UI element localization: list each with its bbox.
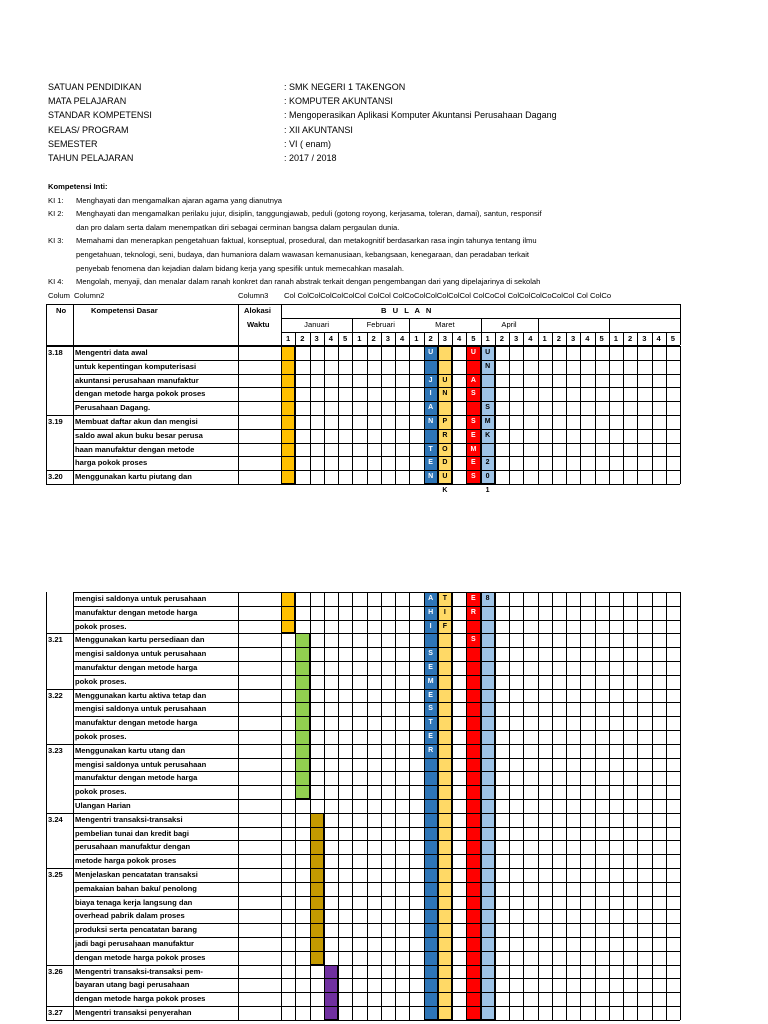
grid-line [238, 304, 239, 345]
grid-line [452, 592, 453, 1020]
grid-line [538, 592, 539, 1020]
grid-line [73, 702, 680, 703]
bottom-row-text: Mengentri transaksi penyerahan [75, 1008, 192, 1017]
grid-line [73, 592, 74, 1020]
grid-line [452, 346, 453, 484]
bottom-row-text: Mengentri transaksi-transaksi [75, 814, 183, 824]
header-month: Maret [435, 320, 455, 329]
schedule-letter: K [485, 431, 491, 439]
grid-line [509, 592, 510, 1020]
bottom-row-text: perusahaan manufaktur dengan [75, 842, 191, 852]
col-header-rest: Col ColColColColColCol ColCol ColCoColColColColCol ColCoCol ColColColCoColCol Col ColCo [284, 291, 612, 300]
grid-line [73, 415, 680, 416]
meta-value: : XII AKUNTANSI [284, 124, 353, 135]
grid-line [73, 771, 680, 772]
grid-line [73, 992, 680, 993]
top-row-no: 3.19 [48, 417, 63, 426]
header-week: 5 [670, 334, 675, 343]
schedule-letter: S [471, 390, 476, 398]
grid-line [595, 592, 596, 1020]
bottom-row-text: pokok proses. [75, 621, 127, 631]
schedule-letter: S [485, 404, 490, 412]
grid-line [637, 592, 638, 1020]
schedule-letter: J [428, 376, 433, 384]
grid-line [609, 346, 610, 484]
grid-line [652, 346, 653, 484]
grid-line [46, 484, 73, 485]
header-week: 4 [656, 334, 661, 343]
ki-text: Memahami dan menerapkan pengetahuan faktual, konseptual, prosedural, dan metakognitif berdasarkan rasa ingin tahunya tentang ilmu [76, 236, 537, 246]
schedule-letter: S [471, 473, 476, 481]
schedule-letter: I [429, 390, 432, 398]
meta-value: : SMK NEGERI 1 TAKENGON [284, 82, 406, 92]
grid-line [73, 868, 680, 869]
bottom-row-text: manufaktur dengan metode harga [75, 773, 198, 783]
ki-text: dan pro dalam serta dalam menempatkan diri sebagai cerminan bangsa dalam pergaulan dunia. [76, 222, 400, 232]
top-row-text: Mengentri data awal [75, 348, 148, 357]
grid-line [623, 346, 624, 484]
grid-line [438, 592, 439, 1020]
top-row-text: haan manufaktur dengan metode [75, 444, 195, 454]
bottom-row-text: biaya tenaga kerja langsung dan [75, 897, 193, 907]
header-waktu: Waktu [247, 320, 270, 329]
schedule-letter: I [443, 608, 446, 616]
grid-line [409, 592, 410, 1020]
grid-line [281, 592, 282, 1020]
schedule-letter: E [428, 664, 433, 671]
ki-label: KI 1: [48, 195, 64, 205]
grid-line [381, 592, 382, 1020]
header-week: 1 [357, 334, 362, 343]
bottom-row-no: 3.26 [48, 966, 63, 976]
ki-text: penyebab fenomena dan kejadian dalam bidang kerja yang spesifik untuk memecahkan masalah. [76, 263, 405, 273]
grid-line [73, 813, 680, 814]
header-month: Februari [366, 320, 395, 329]
header-alokasi: Alokasi [244, 306, 272, 315]
bottom-row-text: mengisi saldonya untuk perusahaan [75, 704, 207, 714]
grid-line [46, 304, 47, 345]
bottom-row-text: mengisi saldonya untuk perusahaan [75, 759, 207, 769]
schedule-bar [310, 813, 324, 965]
bottom-row-text: dengan metode harga pokok proses [75, 994, 206, 1004]
grid-line [666, 346, 667, 484]
bottom-row-text: pokok proses. [75, 787, 127, 797]
grid-line [324, 592, 325, 1020]
grid-line [523, 592, 524, 1020]
grid-line [73, 909, 680, 910]
ki-text: Mengolah, menyaji, dan menalar dalam ranah konkret dan ranah abstrak terkait dengan pengembangan dari yang dipelajarinya di sekolah [76, 277, 541, 287]
grid-line [73, 1020, 680, 1021]
schedule-letter: T [471, 487, 476, 494]
bottom-row-text: manufaktur dengan metode harga [75, 718, 198, 728]
bottom-row-no: 3.23 [48, 745, 63, 755]
header-week: 2 [556, 334, 561, 343]
ki-text: Menghayati dan mengamalkan ajaran agama yang dianutnya [76, 195, 283, 205]
schedule-letter: N [442, 390, 448, 398]
header-week: 3 [642, 334, 647, 343]
meta-key: TAHUN PELAJARAN [48, 152, 134, 163]
header-week: 2 [428, 334, 433, 343]
col-header-3: Column3 [238, 291, 269, 300]
schedule-letter: N [428, 418, 434, 425]
grid-line [73, 882, 680, 883]
header-week: 3 [442, 334, 447, 343]
grid-line [495, 346, 496, 484]
header-week: 4 [528, 334, 533, 343]
grid-line [509, 346, 510, 484]
grid-line [46, 346, 73, 347]
grid-line [680, 318, 681, 345]
header-no: No [56, 306, 67, 315]
grid-line [73, 360, 680, 361]
grid-line [395, 346, 396, 484]
bottom-row-text: Menggunakan kartu aktiva tetap dan [75, 690, 207, 700]
header-kd: Kompetensi Dasar [91, 306, 158, 315]
grid-line [637, 346, 638, 484]
grid-line [73, 799, 680, 800]
schedule-bar [481, 592, 495, 1020]
schedule-letter: S [471, 418, 476, 425]
grid-line [623, 592, 624, 1020]
grid-line [238, 592, 239, 1020]
bottom-row-text: metode harga pokok proses [75, 856, 177, 866]
bottom-row-text: Menjelaskan pencatatan transaksi [75, 870, 198, 879]
grid-line [46, 744, 73, 745]
bottom-row-text: manufaktur dengan metode harga [75, 663, 198, 672]
grid-line [495, 592, 496, 1020]
schedule-letter: R [470, 608, 476, 616]
ki-label: KI 4: [48, 277, 64, 287]
header-week: 4 [457, 334, 462, 343]
grid-line [523, 346, 524, 484]
grid-line [73, 854, 680, 855]
grid-line [73, 592, 680, 593]
schedule-letter: T [428, 445, 433, 453]
bottom-row-no: 3.27 [48, 1008, 63, 1017]
schedule-letter: I [429, 622, 432, 630]
grid-line [680, 592, 681, 1020]
schedule-bar [281, 592, 295, 633]
bottom-row-text: pokok proses. [75, 732, 127, 741]
top-row-text: Perusahaan Dagang. [75, 403, 151, 413]
grid-line [73, 937, 680, 938]
meta-key: STANDAR KOMPETENSI [48, 110, 152, 121]
header-month: April [501, 320, 517, 329]
grid-line [666, 592, 667, 1020]
bottom-row-no: 3.21 [48, 635, 63, 645]
grid-line [552, 592, 553, 1020]
schedule-letter: S [471, 636, 476, 644]
grid-line [580, 592, 581, 1020]
header-week: 5 [343, 334, 348, 343]
header-bulan: B U L A N [381, 306, 434, 315]
schedule-letter: O [442, 445, 448, 453]
grid-line [73, 304, 74, 345]
schedule-letter: 2 [485, 459, 490, 467]
grid-line [680, 346, 681, 484]
grid-line [73, 896, 680, 897]
top-row-text: saldo awal akun buku besar perusa [75, 430, 203, 440]
top-row-text: harga pokok proses [75, 458, 148, 468]
schedule-letter: N [485, 362, 491, 370]
schedule-bar [466, 592, 480, 1020]
schedule-letter: E [471, 459, 476, 467]
grid-line [46, 1020, 73, 1021]
top-row-text: untuk kepentingan komputerisasi [75, 361, 197, 371]
grid-line [46, 470, 73, 471]
schedule-letter: U [442, 473, 448, 481]
header-week: 1 [414, 334, 419, 343]
grid-line [73, 785, 680, 786]
grid-line [73, 661, 680, 662]
header-week: 1 [485, 334, 490, 343]
grid-line [73, 1006, 680, 1007]
schedule-letter: U [485, 349, 491, 356]
top-row-text: Membuat daftar akun dan mengisi [75, 417, 198, 426]
grid-line [73, 840, 680, 841]
col-header-2: Column2 [74, 291, 105, 300]
bottom-row-text: Menggunakan kartu utang dan [75, 745, 186, 755]
grid-line [73, 675, 680, 676]
bottom-row-text: pokok proses. [75, 676, 127, 686]
grid-line [310, 592, 311, 1020]
ki-text: pengetahuan, teknologi, seni, budaya, dan humaniora dalam wawasan kemanusiaan, kebangsaan, kenegaraan, dan peradaban terkait [76, 249, 529, 259]
grid-line [73, 978, 680, 979]
bottom-row-text: produksi serta pencatatan barang [75, 925, 197, 935]
header-week: 4 [400, 334, 405, 343]
ki-title: Kompetensi Inti: [48, 182, 108, 191]
grid-line [73, 827, 680, 828]
grid-line [73, 456, 680, 457]
bottom-row-no: 3.25 [48, 870, 63, 879]
col-header-1: Colum [48, 291, 70, 300]
grid-line [580, 346, 581, 484]
grid-line [73, 758, 680, 759]
schedule-letter: R [428, 746, 434, 754]
ki-label: KI 2: [48, 209, 64, 219]
header-week: 4 [585, 334, 590, 343]
header-week: 3 [514, 334, 519, 343]
grid-line [395, 592, 396, 1020]
grid-line [73, 484, 680, 485]
schedule-bar [438, 592, 452, 1020]
schedule-letter: M [470, 445, 477, 453]
grid-line [310, 346, 311, 484]
grid-line [352, 592, 353, 1020]
grid-line [46, 346, 47, 484]
header-week: 5 [471, 334, 476, 343]
schedule-letter: 0 [485, 473, 490, 481]
grid-line [46, 689, 73, 690]
header-week: 4 [328, 334, 333, 343]
schedule-letter: D [442, 459, 448, 467]
grid-line [409, 346, 410, 484]
schedule-letter: S [428, 650, 433, 658]
bottom-row-text: mengisi saldonya untuk perusahaan [75, 594, 207, 603]
grid-line [46, 1006, 73, 1007]
grid-line [481, 592, 482, 1020]
bottom-row-text: overhead pabrik dalam proses [75, 911, 185, 921]
grid-line [46, 415, 73, 416]
schedule-letter: G [427, 487, 434, 494]
schedule-letter: 1 [485, 487, 490, 494]
header-week: 3 [571, 334, 576, 343]
grid-line [73, 401, 680, 402]
header-week: 3 [314, 334, 319, 343]
bottom-row-text: dengan metode harga pokok proses [75, 952, 206, 962]
grid-line [73, 689, 680, 690]
grid-line [73, 744, 680, 745]
schedule-letter: 8 [485, 595, 490, 602]
grid-line [73, 443, 680, 444]
grid-line [73, 951, 680, 952]
bottom-row-text: mengisi saldonya untuk perusahaan [75, 649, 207, 659]
grid-line [381, 346, 382, 484]
schedule-letter: R [442, 431, 448, 439]
grid-line [73, 965, 680, 966]
meta-value: : 2017 / 2018 [284, 152, 337, 163]
header-week: 1 [613, 334, 618, 343]
bottom-row-text: manufaktur dengan metode harga [75, 607, 198, 617]
grid-line [46, 592, 47, 1020]
grid-line [73, 633, 680, 634]
grid-line [73, 730, 680, 731]
grid-line [73, 647, 680, 648]
schedule-letter: K [442, 487, 448, 494]
schedule-letter: M [427, 677, 434, 685]
grid-line [352, 346, 353, 484]
bottom-row-text: Menggunakan kartu persediaan dan [75, 635, 205, 645]
grid-line [552, 346, 553, 484]
top-row-text: akuntansi perusahaan manufaktur [75, 375, 199, 385]
grid-line [595, 346, 596, 484]
grid-line [295, 592, 296, 1020]
bottom-row-text: pembelian tunai dan kredit bagi [75, 828, 189, 838]
grid-line [466, 592, 467, 1020]
meta-value: : KOMPUTER AKUNTANSI [284, 96, 393, 107]
header-week: 2 [628, 334, 633, 343]
grid-line [73, 346, 74, 484]
top-row-no: 3.18 [48, 348, 63, 357]
schedule-letter: P [442, 418, 448, 425]
grid-line [73, 606, 680, 607]
grid-line [281, 346, 282, 484]
meta-value: : VI ( enam) [284, 138, 332, 149]
top-row-no: 3.20 [48, 472, 63, 482]
meta-key: SATUAN PENDIDIKAN [48, 82, 142, 92]
ki-text: Menghayati dan mengamalkan perilaku jujur, disiplin, tanggungjawab, peduli (gotong royong, kerjasama, toleran, damai), santun, responsif [76, 209, 542, 219]
header-week: 2 [499, 334, 504, 343]
header-week: 1 [542, 334, 547, 343]
schedule-letter: F [442, 622, 448, 630]
grid-line [73, 470, 680, 471]
header-month: Januari [304, 320, 330, 329]
schedule-letter: T [428, 719, 433, 727]
bottom-row-text: Mengentri transaksi-transaksi pem- [75, 966, 203, 976]
grid-line [46, 868, 73, 869]
schedule-letter: M [484, 418, 491, 425]
grid-line [73, 374, 680, 375]
header-week: 1 [286, 334, 291, 343]
ki-label: KI 3: [48, 236, 64, 246]
meta-key: SEMESTER [48, 138, 98, 149]
top-row-text: dengan metode harga pokok proses [75, 389, 206, 399]
grid-line [73, 620, 680, 621]
bottom-row-text: jadi bagi perusahaan manufaktur [75, 939, 194, 948]
grid-line [652, 592, 653, 1020]
bottom-row-text: bayaran utang bagi perusahaan [75, 980, 190, 990]
header-week: 2 [371, 334, 376, 343]
bottom-row-no: 3.24 [48, 814, 63, 824]
schedule-letter: T [442, 595, 448, 602]
schedule-letter: U [442, 376, 448, 384]
schedule-letter: A [428, 404, 434, 412]
grid-line [46, 633, 73, 634]
grid-line [238, 346, 239, 484]
meta-key: KELAS/ PROGRAM [48, 124, 129, 135]
schedule-letter: E [428, 691, 433, 699]
grid-line [324, 346, 325, 484]
grid-line [538, 346, 539, 484]
schedule-letter: S [428, 705, 433, 713]
header-week: 3 [385, 334, 390, 343]
grid-line [338, 592, 339, 1020]
grid-line [338, 346, 339, 484]
schedule-letter: A [428, 595, 434, 602]
schedule-letter: N [428, 473, 434, 481]
grid-line [73, 923, 680, 924]
bottom-row-no: 3.22 [48, 690, 63, 700]
grid-line [46, 965, 73, 966]
header-week: 2 [300, 334, 305, 343]
grid-line [73, 346, 680, 347]
grid-line [566, 592, 567, 1020]
header-week: 5 [599, 334, 604, 343]
grid-line [73, 429, 680, 430]
grid-line [566, 346, 567, 484]
schedule-letter: E [428, 459, 433, 467]
schedule-letter: E [471, 431, 476, 439]
grid-line [73, 387, 680, 388]
schedule-letter: E [471, 595, 476, 602]
meta-key: MATA PELAJARAN [48, 96, 127, 107]
schedule-letter: U [470, 349, 476, 356]
schedule-letter: H [428, 608, 434, 616]
bottom-row-text: Ulangan Harian [75, 801, 131, 810]
meta-value: : Mengoperasikan Aplikasi Komputer Akuntansi Perusahaan Dagang [284, 110, 557, 121]
grid-line [367, 592, 368, 1020]
grid-line [46, 813, 73, 814]
grid-line [367, 346, 368, 484]
top-row-text: Menggunakan kartu piutang dan [75, 472, 192, 482]
schedule-letter: E [428, 733, 433, 740]
grid-line [73, 716, 680, 717]
grid-line [609, 592, 610, 1020]
schedule-letter: U [428, 349, 434, 356]
grid-line [295, 346, 296, 484]
schedule-letter: A [470, 376, 476, 384]
bottom-row-text: pemakaian bahan baku/ penolong [75, 883, 197, 893]
